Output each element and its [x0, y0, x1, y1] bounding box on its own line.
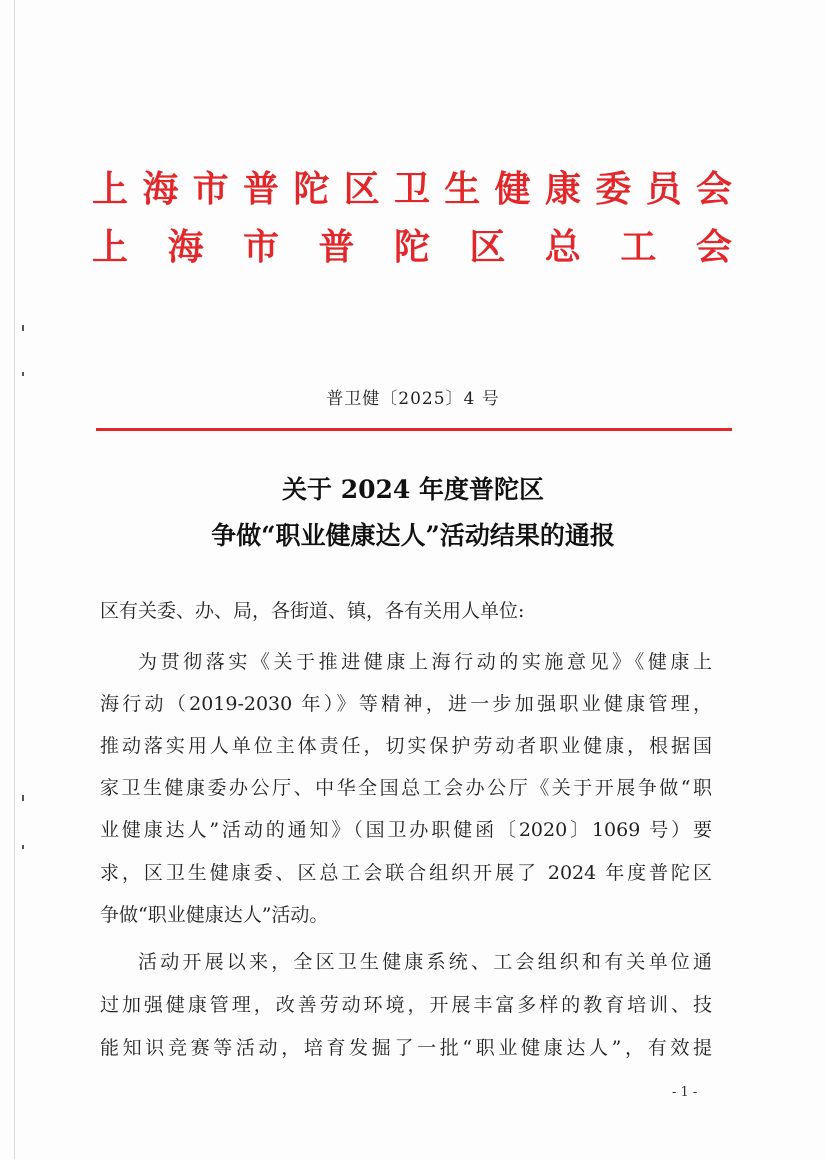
- header-char: 生: [444, 169, 481, 210]
- salutation: 区有关委、办、局，各街道、镇，各有关用人单位:: [100, 600, 525, 622]
- header-char: 上: [92, 227, 129, 268]
- header-char: 康: [544, 169, 581, 210]
- body-line: 家卫生健康委办公厅、中华全国总工会办公厅《关于开展争做“职: [100, 777, 712, 799]
- scan-speck: [22, 372, 24, 376]
- body-line: 求，区卫生健康委、区总工会联合组织开展了 2024 年度普陀区: [100, 862, 712, 884]
- body-line: 推动落实用人单位主体责任，切实保护劳动者职业健康，根据国: [100, 735, 712, 757]
- red-separator-line: [96, 428, 732, 431]
- scan-speck: [22, 325, 24, 331]
- header-char: 员: [645, 169, 682, 210]
- header-char: 卫: [393, 169, 430, 210]
- header-char: 上: [92, 169, 129, 210]
- body-line: 业健康达人”活动的通知》（国卫办职健函〔2020〕1069 号）要: [100, 819, 712, 841]
- document-title-line1: 关于 2024 年度普陀区: [282, 475, 544, 504]
- scan-speck: [22, 795, 24, 801]
- header-char: 健: [494, 169, 531, 210]
- header-char: 工: [620, 227, 657, 268]
- header-char: 市: [192, 169, 229, 210]
- body-line: 过加强健康管理，改善劳动环境，开展丰富多样的教育培训、技: [100, 994, 712, 1016]
- header-char: 市: [242, 227, 279, 268]
- scan-edge: [14, 0, 15, 1159]
- header-char: 总: [544, 227, 581, 268]
- body-line: 能知识竞赛等活动，培育发掘了一批“职业健康达人”，有效提: [100, 1037, 712, 1059]
- body-line: 争做“职业健康达人”活动。: [100, 904, 329, 926]
- header-char: 陀: [393, 227, 430, 268]
- header-char: 区: [469, 227, 506, 268]
- document-title-line2: 争做“职业健康达人”活动结果的通报: [211, 521, 615, 550]
- issuing-org-trade-union: [92, 226, 732, 270]
- document-number: 普卫健〔2025〕4 号: [326, 389, 500, 409]
- issuing-org-health-commission: [92, 168, 732, 212]
- header-char: 普: [318, 227, 355, 268]
- header-char: 海: [167, 227, 204, 268]
- body-line: 为贯彻落实《关于推进健康上海行动的实施意见》《健康上: [138, 651, 712, 673]
- header-char: 陀: [293, 169, 330, 210]
- body-line: 活动开展以来，全区卫生健康系统、工会组织和有关单位通: [138, 951, 712, 973]
- header-char: 会: [695, 169, 732, 210]
- scan-speck: [22, 845, 24, 849]
- header-char: 委: [595, 169, 632, 210]
- header-char: 海: [142, 169, 179, 210]
- header-char: 普: [242, 169, 279, 210]
- page-number: - 1 -: [672, 1085, 698, 1100]
- body-line: 海行动（2019-2030 年）》等精神，进一步加强职业健康管理，: [100, 693, 712, 715]
- header-char: 会: [695, 227, 732, 268]
- header-char: 区: [343, 169, 380, 210]
